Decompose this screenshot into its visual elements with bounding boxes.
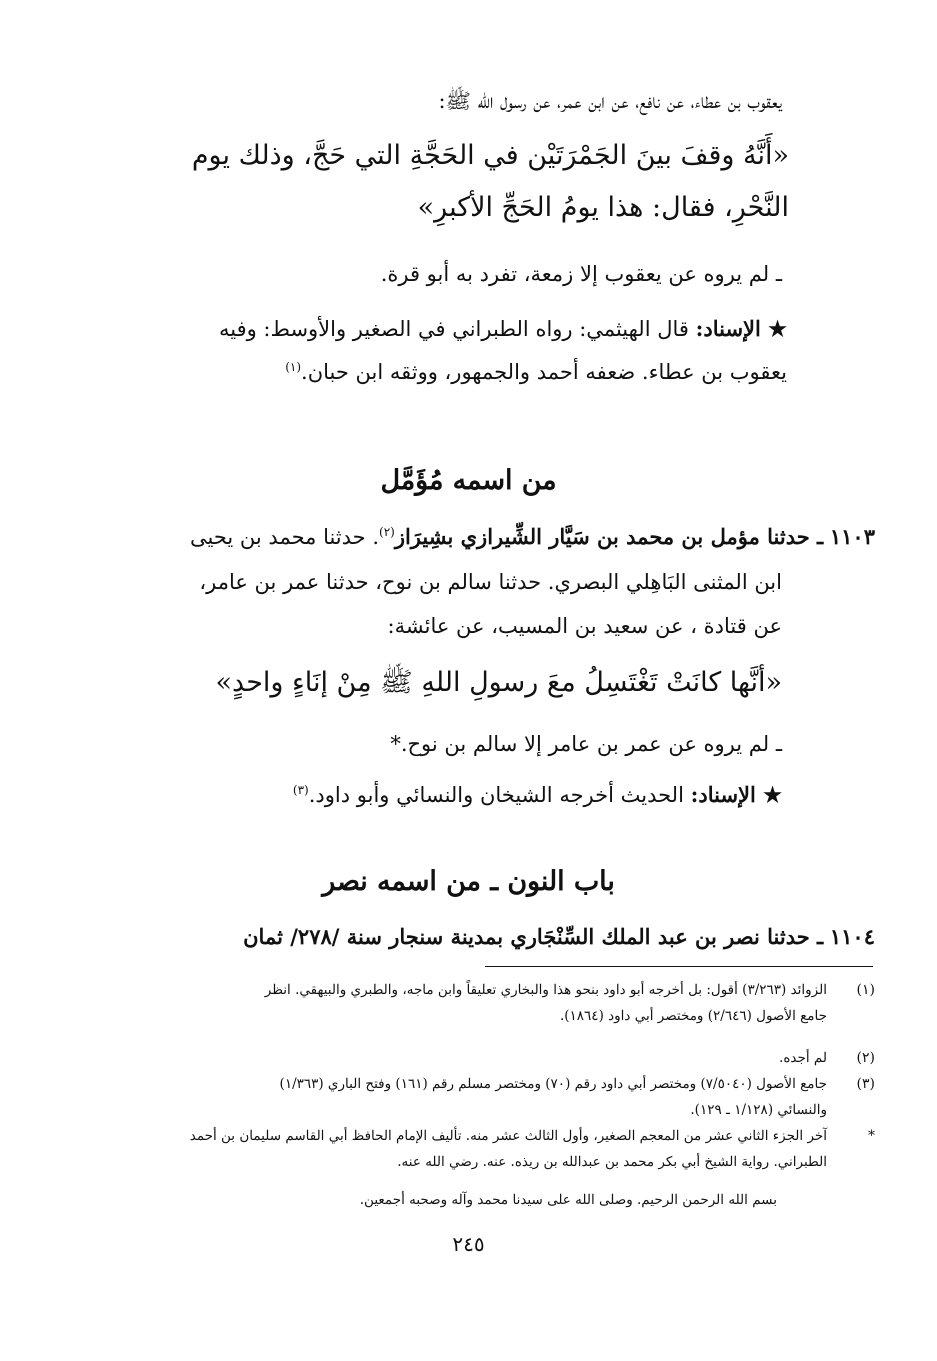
footnote-text: والنسائي (١/١٢٨ ـ ١٢٩).: [690, 1102, 827, 1118]
footnote-ref: (٣): [292, 783, 309, 797]
footnote-text: جامع الأصول (٧/٥٠٤٠) ومختصر أبي داود رقم (٧٠) ومختصر مسلم رقم (١٦١) وفتح الباري (١/٣٦٣): [279, 1076, 827, 1092]
footnote-text: بسم الله الرحمن الرحيم. وصلى الله على سيدنا محمد وآله وصحبه أجمعين.: [359, 1192, 777, 1208]
hadith-chain: ـ حدثنا مؤمل بن محمد بن سَيَّار الشِّيرازي بشِيرَاز: [394, 524, 824, 549]
hadith-entry-line: [190, 524, 875, 549]
footnote-text: الطبراني. رواية الشيخ أبي بكر محمد بن عبدالله بن ريذه. عنه. رضي الله عنه.: [397, 1154, 827, 1170]
footnote-ref: (١): [285, 360, 302, 374]
footnote-marker: (٣): [856, 1076, 875, 1092]
hadith-text: النَّحْرِ، فقال: هذا يومُ الحَجِّ الأكبرِ»: [417, 192, 789, 223]
footnote-marker: *: [868, 1128, 875, 1144]
hadith-text: «أَنَّهُ وقفَ بينَ الجَمْرَتَيْن في الحَجَّةِ التي حَجَّ، وذلك يوم: [191, 140, 789, 171]
text-line: عن قتادة ، عن سعيد بن المسيب، عن عائشة:: [387, 614, 782, 638]
hadith-chain: ـ حدثنا نصر بن عبد الملك السِّنْجَاري بمدينة سنجار سنة /٢٧٨/ ثمان: [243, 924, 824, 949]
footnote-marker: (٢): [856, 1050, 875, 1066]
text-line: ـ لم يروه عن عمر بن عامر إلا سالم بن نوح.*: [390, 732, 782, 756]
hadith-text: «أنَّها كانَتْ تَغْتَسِلُ معَ رسولِ اللهِ ﷺ مِنْ إنَاءٍ واحدٍ»: [215, 667, 782, 698]
footnote-marker: (١): [856, 982, 875, 998]
footnote-ref: (٢): [379, 525, 395, 539]
hadith-chain: . حدثنا محمد بن يحيى: [190, 525, 379, 549]
isnad-text: الحديث أخرجه الشيخان والنسائي وأبو داود.: [308, 783, 684, 807]
isnad-line: [219, 316, 787, 341]
hadith-number: ١١٠٤: [829, 924, 875, 949]
footnote-text: الزوائد (٣/٢٦٣) أقول: بل أخرجه أبو داود بنحو هذا والبخاري تعليقاً وابن ماجه، والطبري والبيهقي. انظر: [264, 982, 827, 998]
footnote-separator: [485, 966, 873, 967]
isnad-label: ★ الإسناد:: [695, 316, 787, 341]
isnad-text: قال الهيثمي: رواه الطبراني في الصغير والأوسط: وفيه: [218, 317, 689, 341]
section-heading: من اسمه مُؤَمَّل: [380, 465, 557, 496]
hadith-number: ١١٠٣: [829, 524, 875, 549]
text-line: ـ لم يروه عن يعقوب إلا زمعة، تفرد به أبو قرة.: [380, 262, 782, 286]
text-line: ابن المثنى البَاهِلي البصري. حدثنا سالم بن نوح، حدثنا عمر بن عامر،: [199, 570, 782, 594]
isnad-label: ★ الإسناد:: [690, 782, 782, 807]
isnad-line: [293, 782, 782, 807]
footnote-text: لم أجده.: [779, 1050, 827, 1066]
chapter-heading: باب النون ـ من اسمه نصر: [322, 866, 615, 897]
page-number: ٢٤٥: [452, 1232, 485, 1256]
footnote-text: جامع الأصول (٢/٦٤٦) ومختصر أبي داود (١٨٦٤).: [559, 1008, 827, 1024]
text-line: [285, 360, 787, 384]
isnad-text: يعقوب بن عطاء. ضعفه أحمد والجمهور، ووثقه ابن حبان.: [301, 360, 787, 384]
text-line: يعقوب بن عطاء، عن نافع، عن ابن عمر، عن رسول الله ﷺ:: [438, 89, 782, 113]
hadith-entry-line: [243, 924, 875, 949]
footnote-text: آخر الجزء الثاني عشر من المعجم الصغير، وأول الثالث عشر منه. تأليف الإمام الحافظ أبي القاسم سليمان بن أحمد: [189, 1128, 827, 1144]
